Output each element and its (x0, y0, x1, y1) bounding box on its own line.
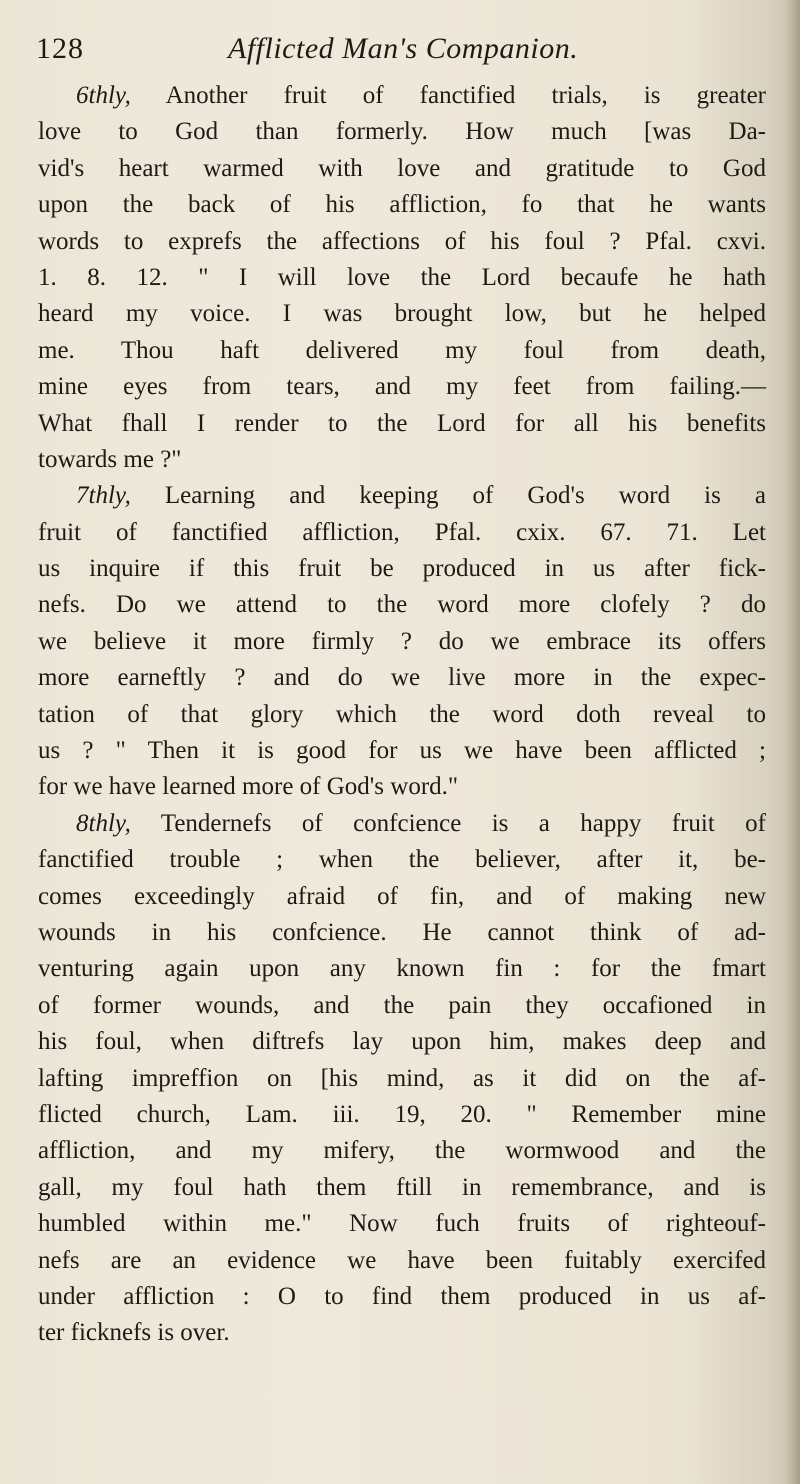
line-text: under affliction : O to find them produced in us af- (38, 1282, 766, 1310)
line-text: towards me ?" (38, 445, 182, 473)
line-text: me. Thou haft delivered my foul from death, (38, 336, 766, 364)
page-header (36, 30, 756, 70)
text-line (38, 1024, 766, 1060)
text-line (38, 78, 766, 114)
body-text (38, 78, 766, 1352)
line-text: vid's heart warmed with love and gratitude to God (38, 154, 766, 182)
text-line (38, 915, 766, 951)
line-text: heard my voice. I was brought low, but he helped (38, 300, 766, 328)
text-line (38, 515, 766, 551)
text-line (38, 1315, 766, 1351)
text-line (38, 806, 766, 842)
line-text: lafting impreffion on [his mind, as it did on the af- (38, 1064, 766, 1092)
text-line (38, 260, 766, 296)
text-line (38, 988, 766, 1024)
text-line (38, 1206, 766, 1242)
text-line (38, 842, 766, 878)
line-text: Another fruit of fanctified trials, is greater (130, 82, 766, 109)
line-text: fanctified trouble ; when the believer, after it, be- (38, 846, 766, 874)
line-text: we believe it more firmly ? do we embrace its offers (38, 627, 766, 655)
text-line (38, 733, 766, 769)
line-text: love to God than formerly. How much [was Da- (38, 118, 766, 146)
line-text: nefs are an evidence we have been fuitably exercifed (38, 1246, 766, 1274)
line-text: us ? " Then it is good for us we have been afflicted ; (38, 737, 766, 765)
line-text: his foul, when diftrefs lay upon him, makes deep and (38, 1028, 766, 1056)
line-text: fruit of fanctified affliction, Pfal. cxix. 67. 71. Let (38, 518, 766, 546)
line-text: Learning and keeping of God's word is a (130, 482, 766, 510)
line-text: words to exprefs the affections of his foul ? Pfal. cxvi. (38, 227, 766, 255)
text-line (38, 587, 766, 623)
line-text: upon the back of his affliction, fo that he wants (38, 191, 766, 219)
text-line (38, 406, 766, 442)
text-line (38, 114, 766, 150)
line-text: Tendernefs of confcience is a happy fruit of (130, 809, 766, 837)
line-text: us inquire if this fruit be produced in us after fick- (38, 555, 766, 583)
text-line (38, 660, 766, 696)
line-text: 1. 8. 12. " I will love the Lord becaufe he hath (38, 263, 766, 291)
line-text: affliction, and my mifery, the wormwood and the (38, 1137, 766, 1165)
text-line (38, 1097, 766, 1133)
text-line (38, 369, 766, 405)
line-text: flicted church, Lam. iii. 19, 20. " Remember mine (38, 1100, 766, 1128)
page-number: 128 (36, 32, 84, 65)
text-line (38, 442, 766, 478)
line-text: more earneftly ? and do we live more in the expec- (38, 664, 766, 692)
page-edge-shadow (786, 0, 800, 1484)
text-line (38, 697, 766, 733)
text-line (38, 879, 766, 915)
line-text: tation of that glory which the word doth reveal to (38, 700, 766, 728)
line-text: venturing again upon any known fin : for the fmart (38, 955, 766, 983)
text-line (38, 1133, 766, 1169)
line-text: humbled within me." Now fuch fruits of righteouf- (38, 1210, 766, 1238)
text-line (38, 1170, 766, 1206)
text-line (38, 187, 766, 223)
text-line (38, 769, 766, 805)
text-line (38, 1243, 766, 1279)
text-line (38, 478, 766, 514)
text-line (38, 333, 766, 369)
text-line (38, 624, 766, 660)
text-line (38, 951, 766, 987)
section-lead: 8thly, (76, 809, 131, 837)
line-text: ter ficknefs is over. (38, 1319, 230, 1347)
line-text: for we have learned more of God's word." (38, 773, 459, 801)
line-text: nefs. Do we attend to the word more clofely ? do (38, 591, 766, 619)
line-text: wounds in his confcience. He cannot think of ad- (38, 918, 766, 946)
line-text: gall, my foul hath them ftill in remembrance, and is (38, 1173, 766, 1201)
line-text: of former wounds, and the pain they occafioned in (38, 991, 766, 1019)
section-lead: 6thly, (76, 82, 131, 109)
text-line (38, 296, 766, 332)
text-line (38, 1061, 766, 1097)
text-line (38, 1279, 766, 1315)
running-head: Afflicted Man's Companion. (228, 32, 579, 65)
line-text: mine eyes from tears, and my feet from failing.— (38, 373, 766, 401)
text-line (38, 224, 766, 260)
line-text: comes exceedingly afraid of fin, and of making new (38, 882, 766, 910)
section-lead: 7thly, (76, 482, 131, 510)
line-text: What fhall I render to the Lord for all his benefits (38, 409, 766, 437)
text-line (38, 551, 766, 587)
text-line (38, 151, 766, 187)
